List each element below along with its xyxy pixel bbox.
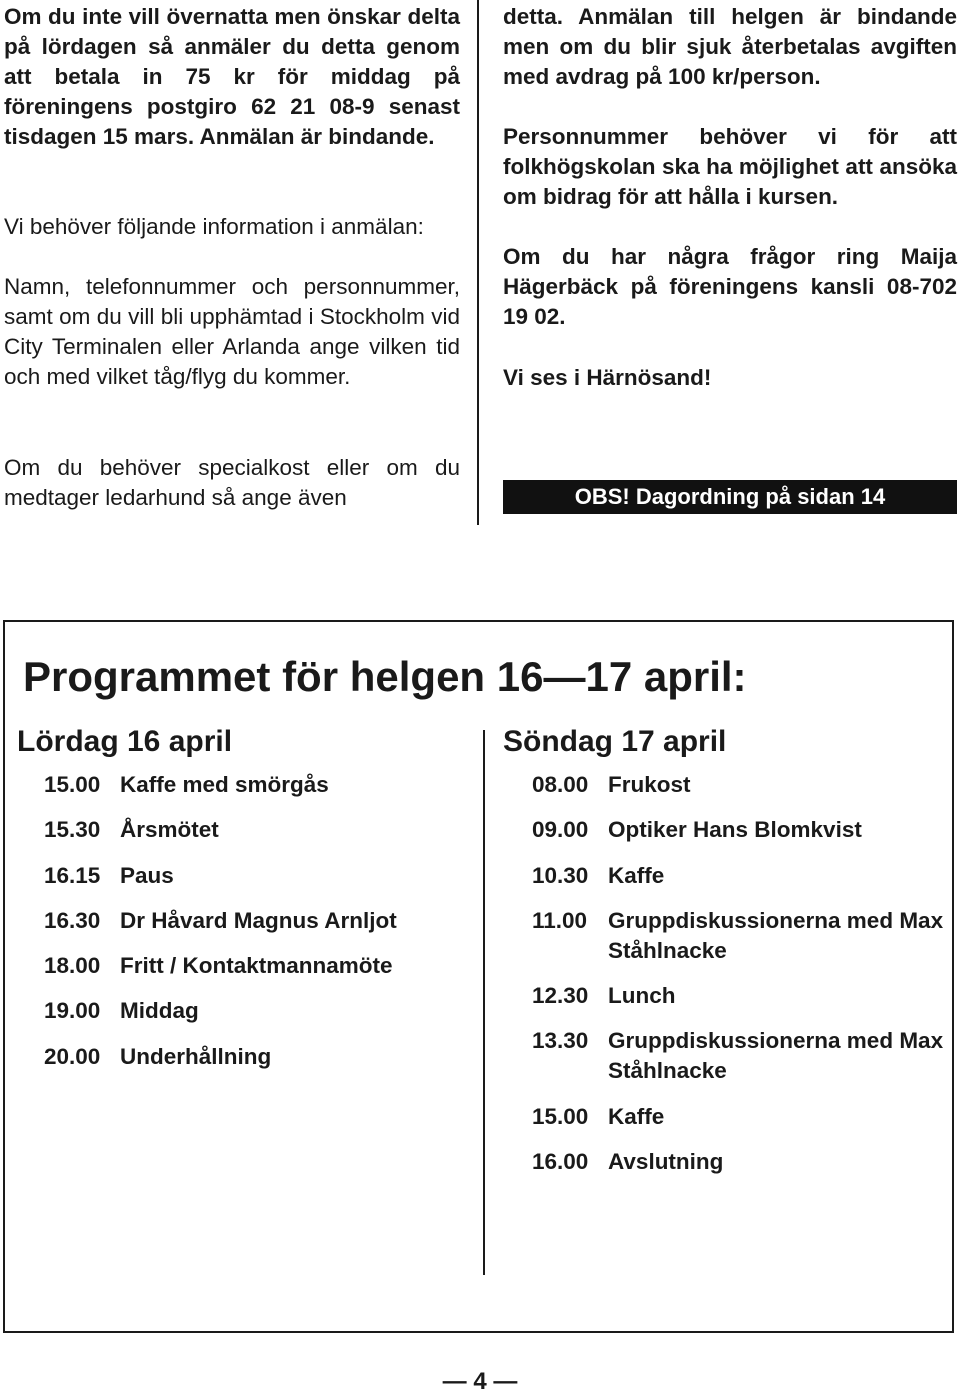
page-number: — 4 — <box>442 1368 518 1395</box>
schedule-activity: Gruppdiskussionerna med Max Ståhlnacke <box>608 1028 944 1084</box>
schedule-activity: Lunch <box>608 983 676 1009</box>
saturday-schedule <box>17 722 472 1087</box>
column-divider <box>477 0 479 525</box>
schedule-time: 15.30 <box>44 817 101 843</box>
paragraph-see-you: Vi ses i Härnösand! <box>503 365 712 390</box>
obs-agenda-notice: OBS! Dagordning på sidan 14 <box>503 480 957 514</box>
program-title: Programmet för helgen 16—17 april: <box>23 653 747 700</box>
schedule-item <box>532 906 948 966</box>
schedule-item <box>44 815 472 845</box>
schedule-item <box>532 861 948 891</box>
schedule-item <box>532 815 948 845</box>
schedule-time: 08.00 <box>532 772 589 797</box>
schedule-activity: Paus <box>120 862 174 888</box>
schedule-activity: Optiker Hans Blomkvist <box>608 817 862 843</box>
schedule-item <box>44 906 472 936</box>
paragraph-special-diet: Om du behöver specialkost eller om du medtager ledarhund så ange även <box>4 455 460 510</box>
schedule-time: 18.00 <box>44 953 101 979</box>
paragraph-info-needed: Vi behöver följande information i anmälan: <box>4 214 424 239</box>
sunday-heading: Söndag 17 april <box>503 725 727 758</box>
schedule-activity: Underhållning <box>120 1043 272 1069</box>
schedule-activity: Fritt / Kontaktmannamöte <box>120 953 393 979</box>
schedule-item <box>44 996 472 1026</box>
schedule-time: 20.00 <box>44 1043 101 1069</box>
program-column-divider <box>483 730 485 1275</box>
paragraph-binding-registration: detta. Anmälan till helgen är bindande men om du blir sjuk återbetalas avgiften med avdrag på 100 kr/person. <box>503 4 957 89</box>
schedule-item <box>532 1147 948 1177</box>
schedule-activity: Dr Håvard Magnus Arnljot <box>120 907 397 933</box>
schedule-item <box>44 1042 472 1072</box>
schedule-item <box>532 1102 948 1132</box>
schedule-activity: Gruppdiskussionerna med Max Ståhlnacke <box>608 907 944 963</box>
schedule-item <box>532 770 948 800</box>
schedule-time: 10.30 <box>532 862 589 888</box>
schedule-time: 19.00 <box>44 998 101 1024</box>
schedule-time: 15.00 <box>44 772 101 797</box>
saturday-heading: Lördag 16 april <box>17 725 233 758</box>
schedule-activity: Middag <box>120 998 199 1024</box>
schedule-time: 16.15 <box>44 862 101 888</box>
schedule-item <box>532 1026 948 1086</box>
schedule-time: 16.00 <box>532 1149 589 1175</box>
schedule-activity: Avslutning <box>608 1149 724 1175</box>
schedule-time: 12.30 <box>532 983 589 1009</box>
schedule-activity: Kaffe <box>608 1103 665 1129</box>
schedule-item <box>44 951 472 981</box>
schedule-time: 11.00 <box>532 907 588 933</box>
schedule-item <box>44 770 472 800</box>
paragraph-questions-contact: Om du har några frågor ring Maija Hägerbäck på föreningens kansli 08-702 19 02. <box>503 244 957 329</box>
sunday-schedule <box>503 722 948 1192</box>
schedule-time: 09.00 <box>532 817 589 843</box>
sunday-list <box>503 770 948 1177</box>
schedule-item <box>532 981 948 1011</box>
paragraph-personal-number: Personnummer behöver vi för att folkhögskolan ska ha möjlighet att ansöka om bidrag för att hålla i kursen. <box>503 124 957 209</box>
schedule-activity: Kaffe med smörgås <box>120 772 329 797</box>
program-box <box>3 620 954 1333</box>
saturday-list <box>17 770 472 1072</box>
paragraph-required-details: Namn, telefonnummer och personnummer, samt om du vill bli upphämtad i Stockholm vid City Terminalen eller Arlanda ange vilken tid och med vilket tåg/flyg du kommer. <box>4 274 460 389</box>
schedule-item <box>44 861 472 891</box>
schedule-activity: Årsmötet <box>120 817 219 843</box>
schedule-time: 16.30 <box>44 907 101 933</box>
schedule-time: 15.00 <box>532 1103 589 1129</box>
schedule-activity: Frukost <box>608 772 691 797</box>
paragraph-day-only-registration: Om du inte vill övernatta men önskar delta på lördagen så anmäler du detta genom att betala in 75 kr för middag på föreningens postgiro 62 21 08-9 senast tisdagen 15 mars. Anmälan är bindande. <box>4 4 460 149</box>
schedule-activity: Kaffe <box>608 862 665 888</box>
schedule-time: 13.30 <box>532 1028 589 1054</box>
